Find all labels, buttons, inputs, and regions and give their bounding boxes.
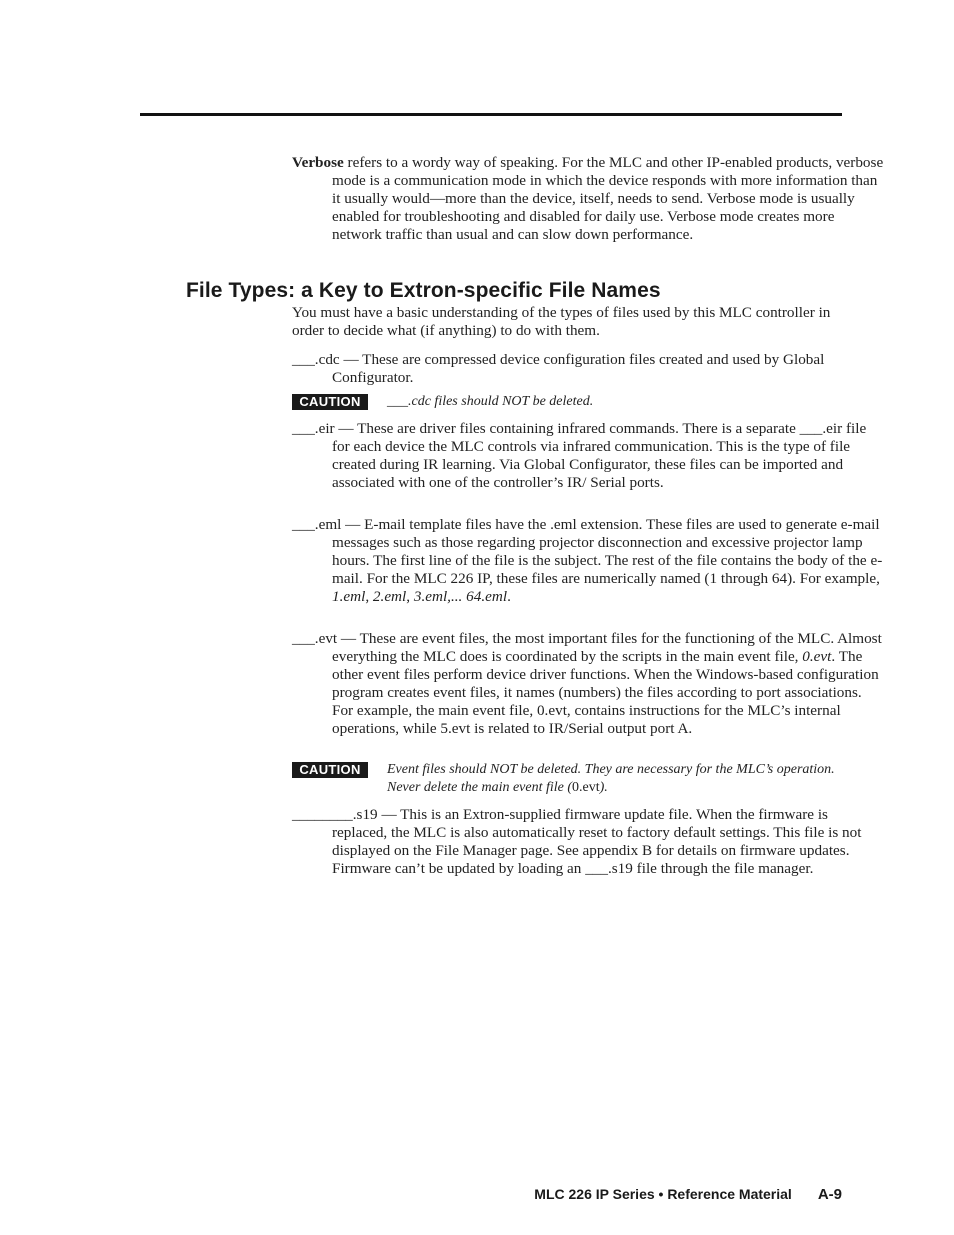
evt-example: 0.evt bbox=[802, 647, 832, 665]
eml-example-1: 1.eml bbox=[332, 587, 366, 605]
eml-separator-1: , bbox=[365, 587, 373, 605]
evt-text-a: ___.evt — These are event files, the most important files for the functioning of the MLC. Almost everything the MLC does is coordinated by the scripts in the main event file, bbox=[292, 630, 882, 665]
evt-caution-text-b: ). bbox=[599, 779, 608, 795]
evt-caution-text-a: Event files should NOT be deleted. They are necessary for the MLC’s operation. Never delete the main event file ( bbox=[387, 762, 835, 795]
eml-separator-2: , bbox=[406, 587, 414, 605]
evt-caution-text bbox=[387, 761, 837, 796]
s19-entry: ________.s19 — This is an Extron-supplied firmware update file. When the firmware is replaced, the MLC is also automatically reset to factory default settings. This file is not displayed on the File Manager page. See appendix B for details on firmware updates. Firmware can’t be updated by loading an ___.s19 file through the file manager. bbox=[292, 806, 862, 877]
cdc-entry: ___.cdc — These are compressed device configuration files created and used by Global Configurator. bbox=[292, 351, 825, 386]
eml-example-3: 3.eml,... 64.eml bbox=[413, 587, 508, 605]
footer-title: MLC 226 IP Series • Reference Material bbox=[534, 1186, 792, 1202]
section-intro: You must have a basic understanding of the types of files used by this MLC controller in order to decide what (if anything) to do with them. bbox=[292, 304, 831, 339]
verbose-term: Verbose bbox=[292, 154, 344, 171]
verbose-text: refers to a wordy way of speaking. For the MLC and other IP-enabled products, verbose mode is a communication mode in which the device responds with more information than it usually would—more than the device, itself, needs to send. Verbose mode is usually enabled for troubleshooting and disabled for daily use. Verbose mode creates more network traffic than usual and can slow down performance. bbox=[332, 154, 884, 243]
eir-entry: ___.eir — These are driver files containing infrared commands. There is a separate ___.eir file for each device the MLC controls via infrared communication. This is the type of file created during IR learning. Via Global Configurator, these files can be imported and associated with one of the controller’s IR/ Serial ports. bbox=[292, 420, 867, 491]
eml-end: . bbox=[507, 587, 511, 605]
caution-badge: CAUTION bbox=[292, 762, 368, 778]
evt-caution-file: 0.evt bbox=[572, 779, 600, 795]
evt-text-b: . The other event files perform device driver functions. When the Windows-based configuration program creates event files, it names (numbers) the files according to port associations. For example, the main event file, 0.evt, contains instructions for the MLC’s internal operations, while 5.evt is related to IR/Serial output port A. bbox=[332, 647, 879, 737]
eml-entry bbox=[292, 516, 884, 606]
eml-example-2: 2.eml bbox=[372, 587, 407, 605]
page-number: A-9 bbox=[817, 1186, 842, 1203]
cdc-caution-text: ___.cdc files should NOT be deleted. bbox=[387, 394, 594, 409]
evt-entry bbox=[292, 630, 884, 737]
header-rule bbox=[140, 113, 842, 116]
page-footer bbox=[440, 1184, 842, 1205]
verbose-definition bbox=[292, 154, 884, 244]
eml-text: ___.eml — E-mail template files have the .eml extension. These files are used to generate e-mail messages such as those regarding projector disconnection and excessive projector lamp hours. The first line of the file is the subject. The rest of the file contains the body of the e-mail. For the MLC 226 IP, these files are numerically named (1 through 64). For example, bbox=[292, 516, 883, 587]
caution-badge: CAUTION bbox=[292, 394, 368, 410]
section-title: File Types: a Key to Extron-specific File Names bbox=[186, 279, 661, 302]
